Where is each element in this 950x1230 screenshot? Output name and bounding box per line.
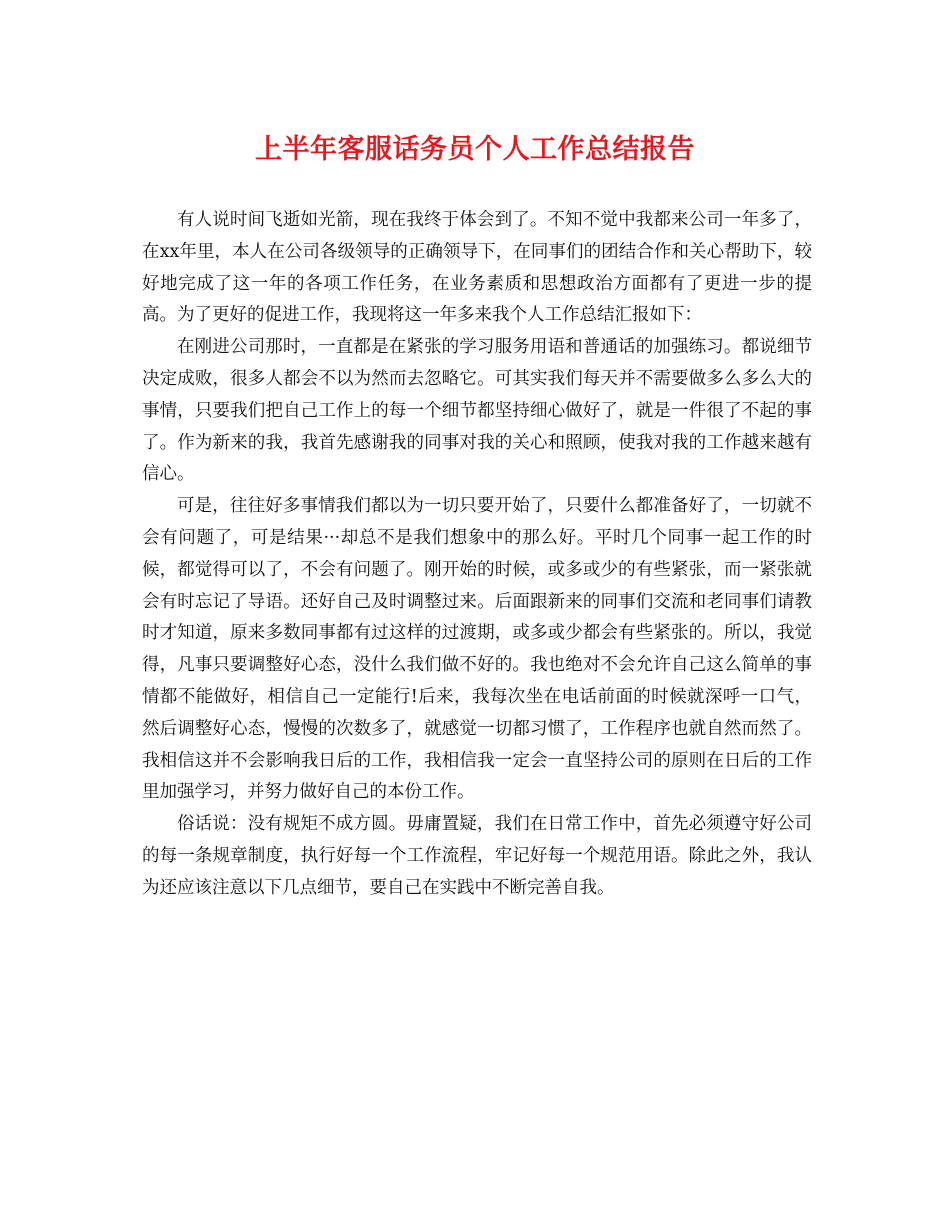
document-title: 上半年客服话务员个人工作总结报告 — [255, 134, 695, 165]
paragraph: 在刚进公司那时，一直都是在紧张的学习服务用语和普通话的加强练习。都说细节决定成败，很多人都会不以为然而去忽略它。可其实我们每天并不需要做多么多么大的事情，只要我们把自己工作上的每一个细节都坚持细心做好了，就是一件很了不起的事了。作为新来的我，我首先感谢我的同事对我的关心和照顾，使我对我的工作越来越有信心。 — [142, 337, 812, 485]
paragraph: 俗话说：没有规矩不成方圆。毋庸置疑，我们在日常工作中，首先必须遵守好公司的每一条规章制度，执行好每一个工作流程，牢记好每一个规范用语。除此之外，我认为还应该注意以下几点细节，要自己在实践中不断完善自我。 — [142, 814, 812, 898]
paragraph: 有人说时间飞逝如光箭，现在我终于体会到了。不知不觉中我都来公司一年多了，在xx年里，本人在公司各级领导的正确领导下，在同事们的团结合作和关心帮助下，较好地完成了这一年的各项工作任务，在业务素质和思想政治方面都有了更进一步的提高。为了更好的促进工作，我现将这一年多来我个人工作总结汇报如下： — [142, 210, 812, 326]
document-body — [142, 205, 812, 905]
paragraph: 可是，往往好多事情我们都以为一切只要开始了，只要什么都准备好了，一切就不会有问题了，可是结果···却总不是我们想象中的那么好。平时几个同事一起工作的时候，都觉得可以了，不会有问题了。刚开始的时候，或多或少的有些紧张，而一紧张就会有时忘记了导语。还好自己及时调整过来。后面跟新来的同事们交流和老同事们请教时才知道，原来多数同事都有过这样的过渡期，或多或少都会有些紧张的。所以，我觉得，凡事只要调整好心态，没什么我们做不好的。我也绝对不会允许自己这么简单的事情都不能做好，相信自己一定能行!后来，我每次坐在电话前面的时候就深呼一口气，然后调整好心态，慢慢的次数多了，就感觉一切都习惯了，工作程序也就自然而然了。我相信这并不会影响我日后的工作，我相信我一定会一直坚持公司的原则在日后的工作里加强学习，并努力做好自己的本份工作。 — [142, 496, 812, 803]
